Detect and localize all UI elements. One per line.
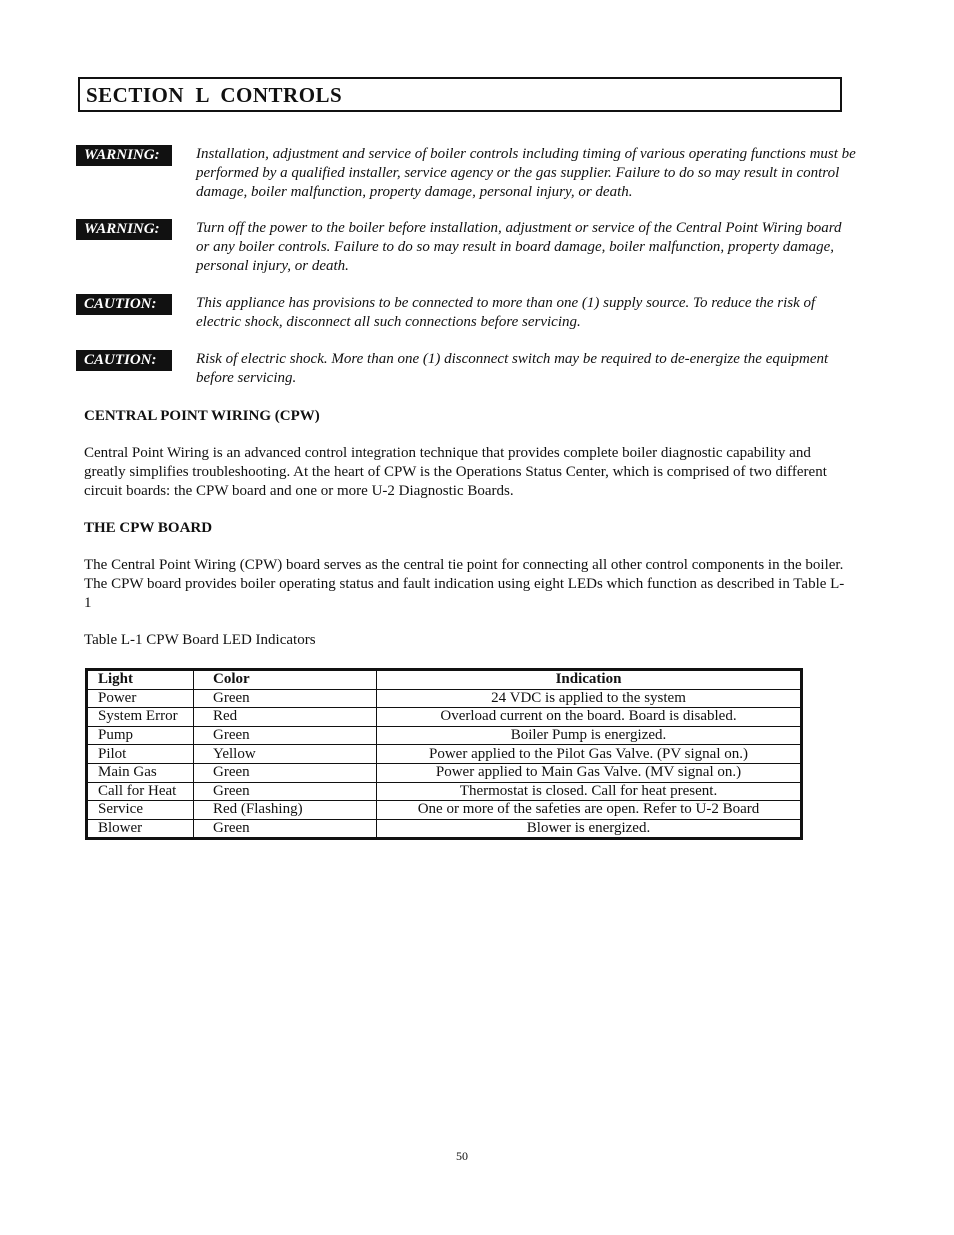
cell-light: Pilot xyxy=(87,745,194,764)
cpw-heading: CENTRAL POINT WIRING (CPW) xyxy=(84,408,320,424)
cell-light: Call for Heat xyxy=(87,782,194,801)
table-header-row xyxy=(87,670,802,690)
cell-indication: Thermostat is closed. Call for heat present. xyxy=(377,782,802,801)
table-caption: Table L-1 CPW Board LED Indicators xyxy=(84,632,316,648)
cell-color: Green xyxy=(194,763,377,782)
section-header xyxy=(78,77,842,112)
cell-color: Green xyxy=(194,726,377,745)
cell-color: Green xyxy=(194,689,377,708)
header-indication: Indication xyxy=(377,670,802,690)
cpw-board-heading: THE CPW BOARD xyxy=(84,520,213,536)
header-color: Color xyxy=(194,670,377,690)
cell-color: Red xyxy=(194,708,377,727)
cell-light: Service xyxy=(87,801,194,820)
page-number: 50 xyxy=(456,1149,468,1163)
cell-light: System Error xyxy=(87,708,194,727)
table-row xyxy=(87,745,802,764)
cell-light: Blower xyxy=(87,819,194,839)
cell-light: Main Gas xyxy=(87,763,194,782)
cell-indication: Overload current on the board. Board is disabled. xyxy=(377,708,802,727)
table-row xyxy=(87,763,802,782)
warning-text: Installation, adjustment and service of boiler controls including timing of various operating functions must be performed by a qualified installer, service agency or the gas supplier. Failure to do so may result in control damage, boiler malfunction, property damage, personal injury, or death. xyxy=(196,146,856,200)
cell-indication: Blower is energized. xyxy=(377,819,802,839)
cell-indication: One or more of the safeties are open. Refer to U-2 Board xyxy=(377,801,802,820)
caution-badge: CAUTION: xyxy=(76,350,172,371)
cpw-paragraph: Central Point Wiring is an advanced control integration technique that provides complete boiler diagnostic capability and greatly simplifies troubleshooting. At the heart of CPW is the Operations Status Center, which is comprised of two different circuit boards: the CPW board and one or more U-2 Diagnostic Boards. xyxy=(84,445,827,499)
cell-indication: Boiler Pump is energized. xyxy=(377,726,802,745)
table-row xyxy=(87,782,802,801)
cell-indication: 24 VDC is applied to the system xyxy=(377,689,802,708)
caution-text: This appliance has provisions to be connected to more than one (1) supply source. To reduce the risk of electric shock, disconnect all such connections before servicing. xyxy=(196,295,816,330)
caution-text: Risk of electric shock. More than one (1) disconnect switch may be required to de-energize the equipment before servicing. xyxy=(196,351,829,386)
cell-light: Power xyxy=(87,689,194,708)
table-row xyxy=(87,819,802,839)
table-row xyxy=(87,726,802,745)
warning-badge: WARNING: xyxy=(76,219,172,240)
header-light: Light xyxy=(87,670,194,690)
cell-color: Green xyxy=(194,782,377,801)
cell-color: Yellow xyxy=(194,745,377,764)
cpw-board-paragraph: The Central Point Wiring (CPW) board serves as the central tie point for connecting all other control components in the boiler. The CPW board provides boiler operating status and fault indication using eight LEDs which function as described in Table L-1 xyxy=(84,557,845,611)
cell-indication: Power applied to Main Gas Valve. (MV signal on.) xyxy=(377,763,802,782)
cell-color: Green xyxy=(194,819,377,839)
cell-color: Red (Flashing) xyxy=(194,801,377,820)
cell-light: Pump xyxy=(87,726,194,745)
table-row xyxy=(87,801,802,820)
table-row xyxy=(87,689,802,708)
caution-badge: CAUTION: xyxy=(76,294,172,315)
warning-text: Turn off the power to the boiler before installation, adjustment or service of the Central Point Wiring board or any boiler controls. Failure to do so may result in board damage, boiler malfunction, property damage, personal injury, or death. xyxy=(196,220,842,274)
led-indicator-table xyxy=(85,668,803,840)
table-row xyxy=(87,708,802,727)
warning-badge: WARNING: xyxy=(76,145,172,166)
cell-indication: Power applied to the Pilot Gas Valve. (PV signal on.) xyxy=(377,745,802,764)
section-title: SECTION L CONTROLS xyxy=(86,83,343,107)
